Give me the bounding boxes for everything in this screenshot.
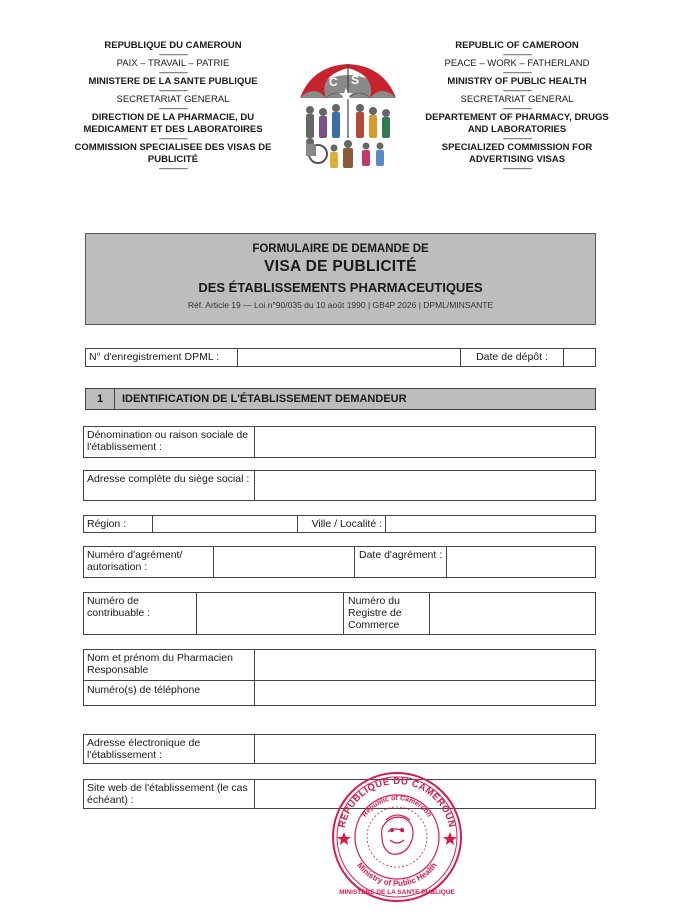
registration-number-input[interactable] <box>238 349 461 366</box>
header-en-line: AND LABORATORIES <box>467 124 567 135</box>
address-input[interactable] <box>255 471 595 500</box>
header-en-line: REPUBLIC OF CAMEROON <box>455 40 579 51</box>
form-title-banner <box>85 233 596 325</box>
emblem-letter-s: S <box>351 73 360 87</box>
approval-date-label: Date d'agrément : <box>359 549 443 561</box>
section-title: IDENTIFICATION DE L'ÉTABLISSEMENT DEMANDEUR <box>122 393 407 405</box>
website-label: Site web de l'établissement (le cas échéant) : <box>87 782 248 806</box>
header-fr-separator: ----------------- <box>158 50 188 59</box>
denomination-row <box>83 426 596 458</box>
header-fr-line: PAIX – TRAVAIL – PATRIE <box>116 58 230 69</box>
address-row <box>83 470 596 501</box>
deposit-date-input[interactable] <box>564 349 595 366</box>
trade-registry-input[interactable] <box>430 593 595 634</box>
address-label: Adresse complète du siège social : <box>87 473 250 485</box>
header-en-line: MINISTRY OF PUBLIC HEALTH <box>447 76 587 87</box>
banner-line-2: VISA DE PUBLICITÉ <box>264 258 417 275</box>
pharmacist-name-input[interactable] <box>255 650 595 680</box>
emblem-letter-c: C <box>329 75 338 89</box>
region-input[interactable] <box>153 516 298 532</box>
stamp-inner-text: Republic of Cameroon <box>361 794 433 819</box>
banner-reference: Réf. Article 19 — Loi n°90/035 du 10 août 1990 | GB4P 2026 | DPML/MINSANTE <box>187 300 494 310</box>
header-fr-line: MINISTERE DE LA SANTE PUBLIQUE <box>88 76 258 87</box>
header-en-line: SPECIALIZED COMMISSION FOR <box>441 142 593 153</box>
header-fr-line: MEDICAMENT ET DES LABORATOIRES <box>83 124 263 135</box>
section-number: 1 <box>86 389 115 409</box>
denomination-input[interactable] <box>255 427 595 457</box>
taxpayer-number-input[interactable] <box>197 593 344 634</box>
email-row <box>83 734 596 764</box>
deposit-date-label: Date de dépôt : <box>476 351 548 363</box>
phone-number-label: Numéro(s) de téléphone <box>87 684 201 696</box>
header-fr-separator: ----------------- <box>158 68 188 77</box>
header-fr-separator: ----------------- <box>158 104 188 113</box>
header-en-separator: ----------------- <box>502 104 532 113</box>
banner-line-1: FORMULAIRE DE DEMANDE DE <box>252 243 429 255</box>
registration-row <box>85 348 596 367</box>
header-en-separator: ----------------- <box>502 50 532 59</box>
header-french <box>58 40 288 172</box>
header-en-separator: ----------------- <box>502 68 532 77</box>
header-en-line: ADVERTISING VISAS <box>468 154 566 165</box>
header-en-separator: ----------------- <box>502 86 532 95</box>
header-fr-line: REPUBLIQUE DU CAMEROUN <box>104 40 242 51</box>
svg-text:Ministry of Public Health <box>355 861 438 888</box>
stamp-top-text: REPUBLIQUE DU CAMEROUN <box>336 775 458 829</box>
trade-registry-label: Numéro du Registre de Commerce <box>348 595 402 631</box>
pharmacist-phone-block <box>83 649 596 706</box>
header-fr-separator: ----------------- <box>158 86 188 95</box>
header-en-separator: ----------------- <box>502 164 532 173</box>
taxpayer-number-label: Numéro de contribuable : <box>87 595 151 619</box>
stamp-bottom-text-fr: MINISTERE DE LA SANTE PUBLIQUE <box>339 889 455 896</box>
approval-number-label: Numéro d'agrément/ autorisation : <box>87 549 183 573</box>
section-1-header <box>85 388 596 410</box>
pharmacist-name-label: Nom et prénom du Pharmacien Responsable <box>87 652 233 676</box>
header-english <box>402 40 632 172</box>
denomination-label: Dénomination ou raison sociale de l'établissement : <box>87 429 249 453</box>
umbrella-people-emblem-icon <box>296 58 400 174</box>
region-label: Région : <box>87 518 127 530</box>
registration-number-label: N° d'enregistrement DPML : <box>89 351 220 363</box>
header-fr-line: DIRECTION DE LA PHARMACIE, DU <box>91 112 255 123</box>
email-label: Adresse électronique de l'établissement : <box>87 737 201 761</box>
header-fr-separator: ----------------- <box>158 164 188 173</box>
phone-number-input[interactable] <box>255 680 595 705</box>
city-input[interactable] <box>386 516 595 532</box>
tax-registry-row <box>83 592 596 635</box>
region-city-row <box>83 515 596 533</box>
email-input[interactable] <box>255 735 595 763</box>
header-fr-line: SECRETARIAT GENERAL <box>116 94 230 105</box>
header-fr-separator: ----------------- <box>158 134 188 143</box>
stamp-bottom-text-en: Ministry of Public Health <box>355 860 439 889</box>
city-label: Ville / Localité : <box>311 518 382 530</box>
approval-number-input[interactable] <box>214 547 355 577</box>
header-fr-line: COMMISSION SPECIALISEE DES VISAS DE <box>74 142 272 153</box>
approval-row <box>83 546 596 578</box>
header-fr-line: PUBLICITÉ <box>147 154 199 165</box>
header-en-line: SECRETARIAT GENERAL <box>460 94 574 105</box>
header-en-separator: ----------------- <box>502 134 532 143</box>
header-en-line: DEPARTEMENT OF PHARMACY, DRUGS <box>425 112 609 123</box>
ministry-seal-stamp-icon <box>330 770 464 904</box>
header-en-line: PEACE – WORK – FATHERLAND <box>444 58 590 69</box>
banner-line-3: DES ÉTABLISSEMENTS PHARMACEUTIQUES <box>198 280 483 295</box>
approval-date-input[interactable] <box>447 547 595 577</box>
svg-text:REPUBLIQUE DU CAMEROUN <box>337 776 457 829</box>
